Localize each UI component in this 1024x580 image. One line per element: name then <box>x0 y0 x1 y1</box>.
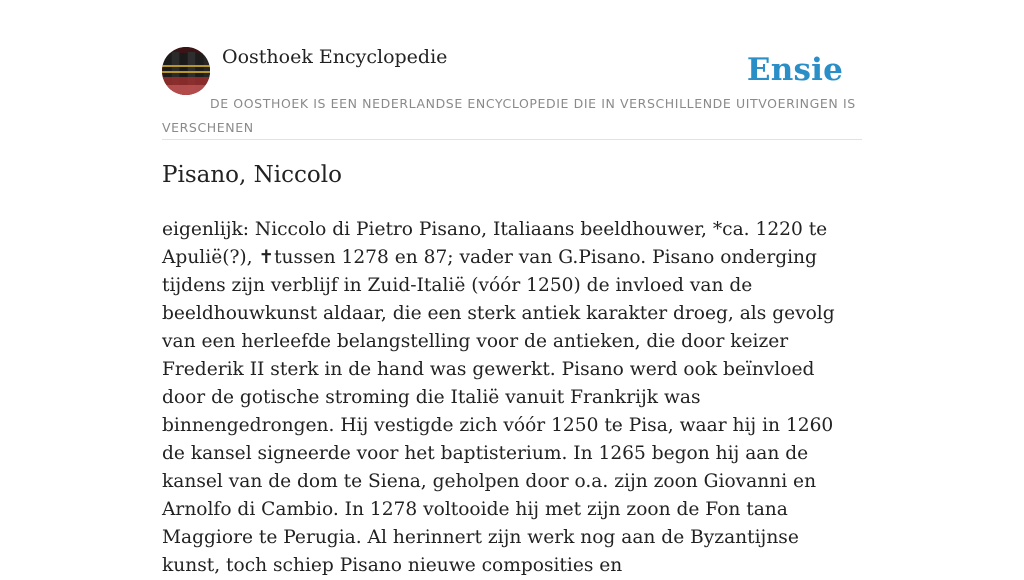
site-title[interactable]: Oosthoek Encyclopedie <box>222 46 448 68</box>
site-tagline: DE OOSTHOEK IS EEN NEDERLANDSE ENCYCLOPEDIE DIE IN VERSCHILLENDE UITVOERINGEN IS VERSCHENEN <box>162 96 856 135</box>
books-icon <box>162 47 210 95</box>
header-divider <box>162 139 862 140</box>
entry-body: eigenlijk: Niccolo di Pietro Pisano, Italiaans beeldhouwer, *ca. 1220 te Apulië(?), ✝tussen 1278 en 87; vader van G.Pisano. Pisano onderging tijdens zijn verblijf in Zuid-Italië (vóór 1250) de invloed van de beeldhouwkunst aldaar, die een sterk antiek karakter droeg, als gevolg van een herleefde belangstelling voor de antieken, die door keizer Frederik II sterk in de hand was gewerkt. Pisano werd ook beïnvloed door de gotische stroming die Italië vanuit Frankrijk was binnengedrongen. Hij vestigde zich vóór 1250 te Pisa, waar hij in 1260 de kansel signeerde voor het baptisterium. In 1265 begon hij aan de kansel van de dom te Siena, geholpen door o.a. zijn zoon Giovanni en Arnolfo di Cambio. In 1278 voltooide hij met zijn zoon de Fon tana Maggiore te Perugia. Al herinnert zijn werk nog aan de Byzantijnse kunst, toch schiep Pisano nieuwe composities en <box>162 219 835 576</box>
site-avatar[interactable] <box>162 47 210 95</box>
entry-title: Pisano, Niccolo <box>162 162 342 188</box>
brand-logo[interactable]: Ensie <box>746 52 843 88</box>
